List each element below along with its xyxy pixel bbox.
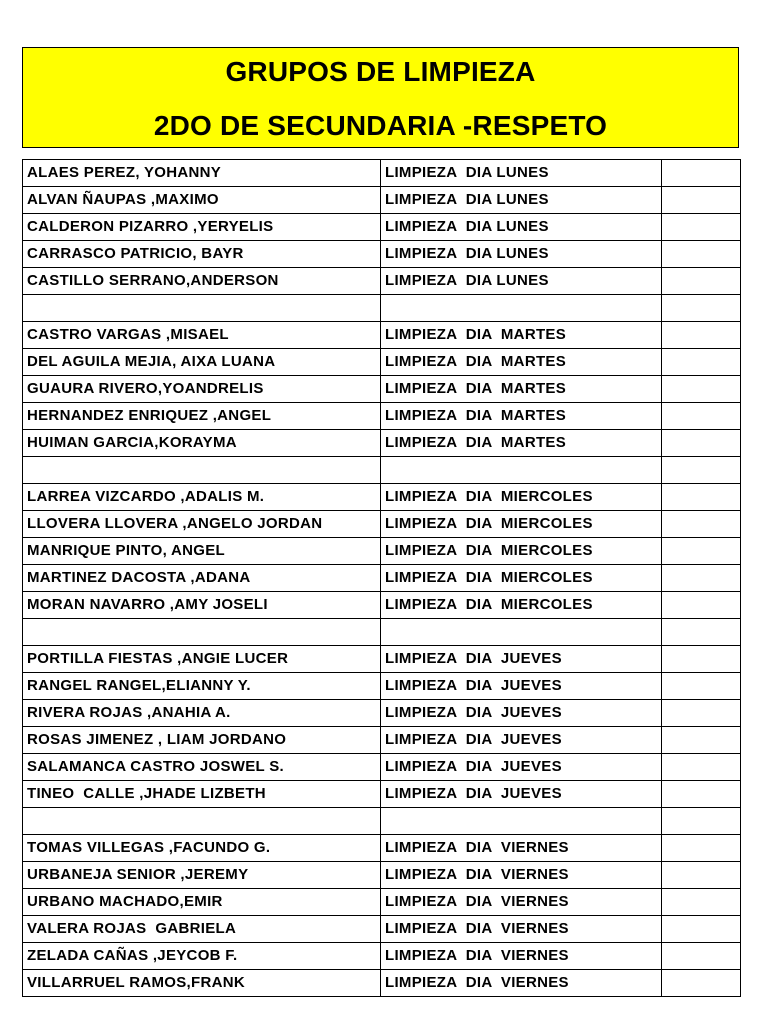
- table-row: [23, 835, 741, 862]
- cleaning-day-cell: LIMPIEZA DIA LUNES: [381, 214, 662, 241]
- table-row: [23, 241, 741, 268]
- cleaning-day-cell: LIMPIEZA DIA MIERCOLES: [381, 565, 662, 592]
- table-row: [23, 430, 741, 457]
- cleaning-day-cell: LIMPIEZA DIA MARTES: [381, 322, 662, 349]
- student-name-cell: URBANEJA SENIOR ,JEREMY: [23, 862, 381, 889]
- cleaning-day-cell: [381, 295, 662, 322]
- blank-check-cell: [662, 484, 741, 511]
- student-name-cell: ALAES PEREZ, YOHANNY: [23, 160, 381, 187]
- blank-check-cell: [662, 214, 741, 241]
- table-row: [23, 565, 741, 592]
- page-title: GRUPOS DE LIMPIEZA: [225, 56, 536, 87]
- student-name-cell: LARREA VIZCARDO ,ADALIS M.: [23, 484, 381, 511]
- cleaning-day-cell: LIMPIEZA DIA LUNES: [381, 241, 662, 268]
- cleaning-day-cell: LIMPIEZA DIA JUEVES: [381, 646, 662, 673]
- table-row: [23, 754, 741, 781]
- student-name-cell: VALERA ROJAS GABRIELA: [23, 916, 381, 943]
- student-name-cell: HUIMAN GARCIA,KORAYMA: [23, 430, 381, 457]
- student-name-cell: [23, 619, 381, 646]
- separator-row: [23, 619, 741, 646]
- table-row: [23, 700, 741, 727]
- blank-check-cell: [662, 403, 741, 430]
- cleaning-day-cell: LIMPIEZA DIA VIERNES: [381, 889, 662, 916]
- cleaning-day-cell: LIMPIEZA DIA MIERCOLES: [381, 484, 662, 511]
- cleaning-day-cell: LIMPIEZA DIA JUEVES: [381, 781, 662, 808]
- student-name-cell: ROSAS JIMENEZ , LIAM JORDANO: [23, 727, 381, 754]
- blank-check-cell: [662, 808, 741, 835]
- table-row: [23, 673, 741, 700]
- student-name-cell: [23, 457, 381, 484]
- blank-check-cell: [662, 511, 741, 538]
- table-row: [23, 970, 741, 997]
- student-name-cell: CARRASCO PATRICIO, BAYR: [23, 241, 381, 268]
- student-name-cell: ZELADA CAÑAS ,JEYCOB F.: [23, 943, 381, 970]
- blank-check-cell: [662, 349, 741, 376]
- blank-check-cell: [662, 943, 741, 970]
- table-row: [23, 268, 741, 295]
- table-row: [23, 403, 741, 430]
- blank-check-cell: [662, 565, 741, 592]
- blank-check-cell: [662, 268, 741, 295]
- table-row: [23, 781, 741, 808]
- student-name-cell: CASTILLO SERRANO,ANDERSON: [23, 268, 381, 295]
- student-name-cell: MORAN NAVARRO ,AMY JOSELI: [23, 592, 381, 619]
- cleaning-day-cell: LIMPIEZA DIA JUEVES: [381, 727, 662, 754]
- separator-row: [23, 808, 741, 835]
- blank-check-cell: [662, 295, 741, 322]
- table-row: [23, 538, 741, 565]
- table-row: [23, 511, 741, 538]
- table-row: [23, 322, 741, 349]
- blank-check-cell: [662, 889, 741, 916]
- blank-check-cell: [662, 187, 741, 214]
- cleaning-day-cell: LIMPIEZA DIA JUEVES: [381, 754, 662, 781]
- cleaning-day-cell: LIMPIEZA DIA VIERNES: [381, 835, 662, 862]
- student-name-cell: URBANO MACHADO,EMIR: [23, 889, 381, 916]
- cleaning-day-cell: LIMPIEZA DIA MARTES: [381, 403, 662, 430]
- blank-check-cell: [662, 673, 741, 700]
- table-body: [23, 160, 741, 997]
- student-name-cell: TINEO CALLE ,JHADE LIZBETH: [23, 781, 381, 808]
- blank-check-cell: [662, 727, 741, 754]
- header-banner: [22, 47, 739, 148]
- blank-check-cell: [662, 457, 741, 484]
- cleaning-day-cell: LIMPIEZA DIA MIERCOLES: [381, 511, 662, 538]
- student-name-cell: PORTILLA FIESTAS ,ANGIE LUCER: [23, 646, 381, 673]
- student-name-cell: MANRIQUE PINTO, ANGEL: [23, 538, 381, 565]
- blank-check-cell: [662, 241, 741, 268]
- blank-check-cell: [662, 754, 741, 781]
- cleaning-day-cell: LIMPIEZA DIA VIERNES: [381, 916, 662, 943]
- student-name-cell: GUAURA RIVERO,YOANDRELIS: [23, 376, 381, 403]
- blank-check-cell: [662, 646, 741, 673]
- cleaning-groups-table: [22, 159, 741, 997]
- cleaning-day-cell: LIMPIEZA DIA MARTES: [381, 349, 662, 376]
- cleaning-day-cell: LIMPIEZA DIA MIERCOLES: [381, 592, 662, 619]
- blank-check-cell: [662, 322, 741, 349]
- table-row: [23, 862, 741, 889]
- student-name-cell: [23, 808, 381, 835]
- table-row: [23, 592, 741, 619]
- student-name-cell: ALVAN ÑAUPAS ,MAXIMO: [23, 187, 381, 214]
- blank-check-cell: [662, 376, 741, 403]
- separator-row: [23, 457, 741, 484]
- student-name-cell: HERNANDEZ ENRIQUEZ ,ANGEL: [23, 403, 381, 430]
- table-row: [23, 214, 741, 241]
- blank-check-cell: [662, 700, 741, 727]
- table-row: [23, 349, 741, 376]
- blank-check-cell: [662, 430, 741, 457]
- student-name-cell: VILLARRUEL RAMOS,FRANK: [23, 970, 381, 997]
- cleaning-day-cell: LIMPIEZA DIA VIERNES: [381, 943, 662, 970]
- blank-check-cell: [662, 538, 741, 565]
- cleaning-day-cell: LIMPIEZA DIA MIERCOLES: [381, 538, 662, 565]
- cleaning-day-cell: LIMPIEZA DIA LUNES: [381, 268, 662, 295]
- student-name-cell: RIVERA ROJAS ,ANAHIA A.: [23, 700, 381, 727]
- blank-check-cell: [662, 592, 741, 619]
- table-row: [23, 889, 741, 916]
- blank-check-cell: [662, 619, 741, 646]
- cleaning-day-cell: LIMPIEZA DIA LUNES: [381, 187, 662, 214]
- cleaning-day-cell: LIMPIEZA DIA MARTES: [381, 430, 662, 457]
- cleaning-day-cell: LIMPIEZA DIA VIERNES: [381, 970, 662, 997]
- page-subtitle: 2DO DE SECUNDARIA -RESPETO: [153, 110, 608, 141]
- cleaning-day-cell: [381, 457, 662, 484]
- student-name-cell: MARTINEZ DACOSTA ,ADANA: [23, 565, 381, 592]
- table-row: [23, 160, 741, 187]
- student-name-cell: CASTRO VARGAS ,MISAEL: [23, 322, 381, 349]
- cleaning-day-cell: LIMPIEZA DIA MARTES: [381, 376, 662, 403]
- table-row: [23, 727, 741, 754]
- table-row: [23, 376, 741, 403]
- cleaning-day-cell: LIMPIEZA DIA JUEVES: [381, 700, 662, 727]
- student-name-cell: RANGEL RANGEL,ELIANNY Y.: [23, 673, 381, 700]
- cleaning-day-cell: LIMPIEZA DIA LUNES: [381, 160, 662, 187]
- table-row: [23, 916, 741, 943]
- table-row: [23, 187, 741, 214]
- student-name-cell: DEL AGUILA MEJIA, AIXA LUANA: [23, 349, 381, 376]
- blank-check-cell: [662, 160, 741, 187]
- table-row: [23, 646, 741, 673]
- table-row: [23, 943, 741, 970]
- student-name-cell: SALAMANCA CASTRO JOSWEL S.: [23, 754, 381, 781]
- cleaning-day-cell: LIMPIEZA DIA JUEVES: [381, 673, 662, 700]
- student-name-cell: LLOVERA LLOVERA ,ANGELO JORDAN: [23, 511, 381, 538]
- blank-check-cell: [662, 835, 741, 862]
- cleaning-day-cell: [381, 808, 662, 835]
- blank-check-cell: [662, 916, 741, 943]
- blank-check-cell: [662, 862, 741, 889]
- student-name-cell: TOMAS VILLEGAS ,FACUNDO G.: [23, 835, 381, 862]
- blank-check-cell: [662, 970, 741, 997]
- blank-check-cell: [662, 781, 741, 808]
- student-name-cell: CALDERON PIZARRO ,YERYELIS: [23, 214, 381, 241]
- separator-row: [23, 295, 741, 322]
- table-row: [23, 484, 741, 511]
- cleaning-day-cell: LIMPIEZA DIA VIERNES: [381, 862, 662, 889]
- student-name-cell: [23, 295, 381, 322]
- cleaning-day-cell: [381, 619, 662, 646]
